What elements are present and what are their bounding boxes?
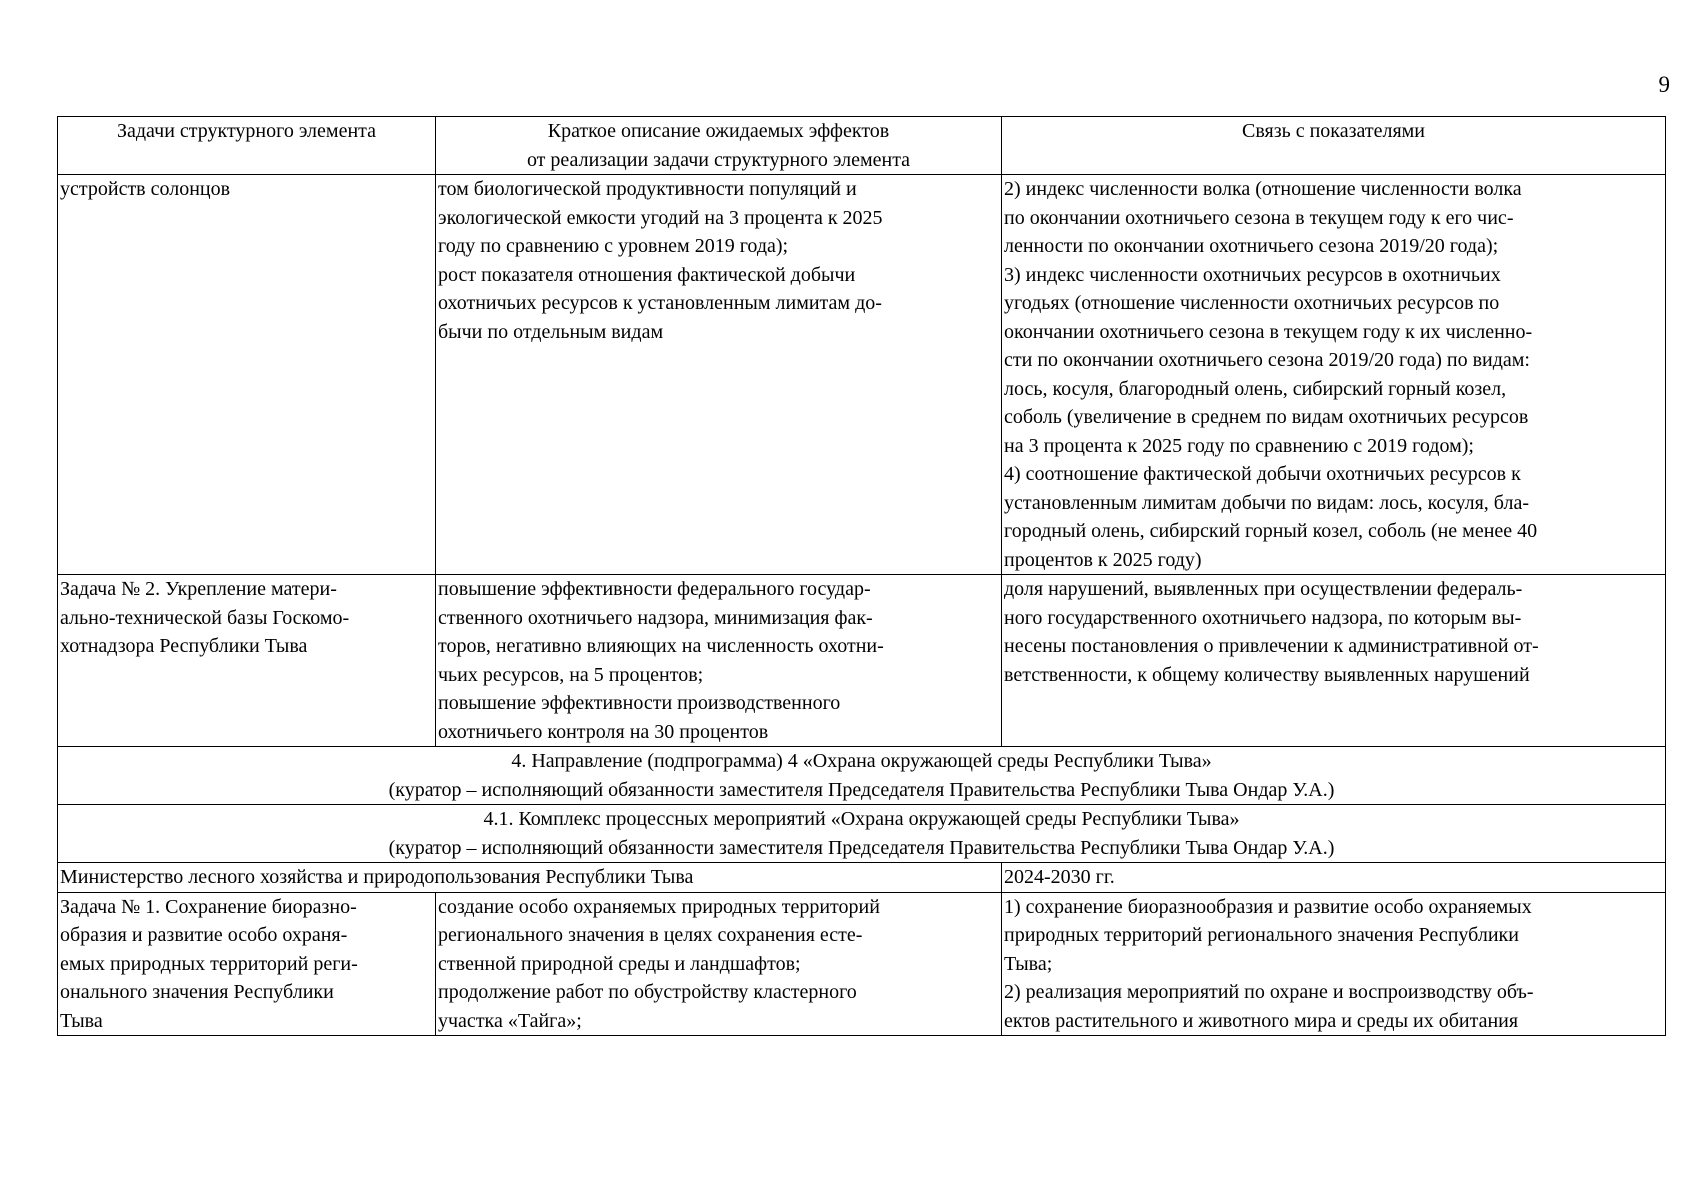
complex-section: 4.1. Комплекс процессных мероприятий «Охрана окружающей среды Республики Тыва» (куратор – исполняющий обязанности заместителя Председателя Правительства Республики Тыва Ондар У.А.) xyxy=(58,805,1666,863)
task-cell: Задача № 2. Укрепление матери- ально-технической базы Госкомо- хотнадзора Республики Тыва xyxy=(58,575,436,747)
table-row xyxy=(58,892,1666,1036)
section-row xyxy=(58,805,1666,863)
structural-elements-table xyxy=(57,116,1666,1036)
section-row xyxy=(58,747,1666,805)
task-cell: Задача № 1. Сохранение биоразно- образия и развитие особо охраня- емых природных территорий реги- онального значения Республики Тыва xyxy=(58,892,436,1036)
effects-cell: создание особо охраняемых природных территорий регионального значения в целях сохранения есте- ственной природной среды и ландшафтов; продолжение работ по обустройству кластерного участка «Тайга»; xyxy=(436,892,1002,1036)
indicators-cell: доля нарушений, выявленных при осуществлении федераль- ного государственного охотничьего надзора, по которым вы- несены постановления о привлечении к административной от- ветственности, к общему количеству выявленных нарушений xyxy=(1002,575,1666,747)
responsible-org: Министерство лесного хозяйства и природопользования Республики Тыва xyxy=(58,863,1002,893)
table-row xyxy=(58,175,1666,575)
effects-cell: повышение эффективности федерального государ- ственного охотничьего надзора, минимизация фак- торов, негативно влияющих на численность охотни- чьих ресурсов, на 5 процентов; повышение эффективности производственного охотничьего контроля на 30 процентов xyxy=(436,575,1002,747)
header-tasks: Задачи структурного элемента xyxy=(58,117,436,175)
effects-cell: том биологической продуктивности популяций и экологической емкости угодий на 3 процента к 2025 году по сравнению с уровнем 2019 года); рост показателя отношения фактической добычи охотничьих ресурсов к установленным лимитам до- бычи по отдельным видам xyxy=(436,175,1002,575)
task-cell: устройств солонцов xyxy=(58,175,436,575)
header-indicators: Связь с показателями xyxy=(1002,117,1666,175)
direction-section: 4. Направление (подпрограмма) 4 «Охрана окружающей среды Республики Тыва» (куратор – исполняющий обязанности заместителя Председателя Правительства Республики Тыва Ондар У.А.) xyxy=(58,747,1666,805)
indicators-cell: 2) индекс численности волка (отношение численности волка по окончании охотничьего сезона в текущем году к его чис- ленности по окончании охотничьего сезона 2019/20 года); 3) индекс численности охотничьих ресурсов в охотничьих угодьях (отношение численности охотничьих ресурсов по окончании охотничьего сезона в текущем году к их численно- сти по окончании охотничьего сезона 2019/20 года) по видам: лось, косуля, благородный олень, сибирский горный козел, соболь (увеличение в среднем по видам охотничьих ресурсов на 3 процента к 2025 году по сравнению с 2019 годом); 4) соотношение фактической добычи охотничьих ресурсов к установленным лимитам добычи по видам: лось, косуля, бла- городный олень, сибирский горный козел, соболь (не менее 40 процентов к 2025 году) xyxy=(1002,175,1666,575)
table-header-row xyxy=(58,117,1666,175)
table-row xyxy=(58,575,1666,747)
indicators-cell: 1) сохранение биоразнообразия и развитие особо охраняемых природных территорий регионального значения Республики Тыва; 2) реализация мероприятий по охране и воспроизводству объ- ектов растительного и животного мира и среды их обитания xyxy=(1002,892,1666,1036)
page-number: 9 xyxy=(1658,72,1670,97)
responsible-row xyxy=(58,863,1666,893)
responsible-period: 2024-2030 гг. xyxy=(1002,863,1666,893)
header-effects: Краткое описание ожидаемых эффектов от реализации задачи структурного элемента xyxy=(436,117,1002,175)
